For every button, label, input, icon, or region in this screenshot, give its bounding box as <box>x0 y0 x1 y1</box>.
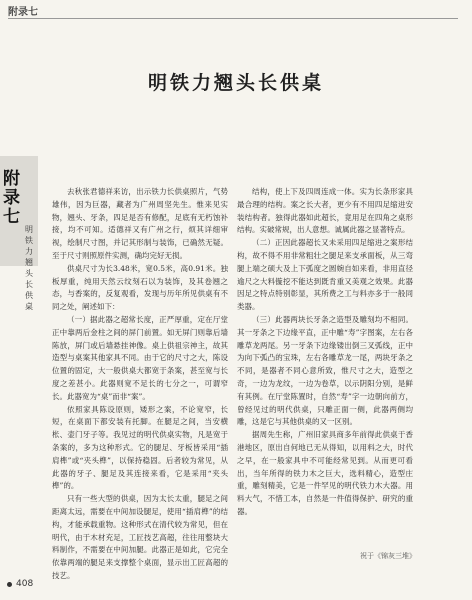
chapter-title: 明铁力翘头长供桌 <box>147 72 324 94</box>
paragraph: 去秋张君德祥来访，出示铁力长供桌照片，气势雄伟，因为巨器，藏者为广州周坚先生。惟来见实物，翘头、牙条，四足是否有修配，足底有无朽蚀补接，均不可知。适德祥又有广州之行，烦其详细审视，绘制尺寸图，并记其形制与装饰，已确然无疑。至于尺寸则照原件实测，确均完好无损。 <box>52 187 228 260</box>
paragraph: （三）此器两块长牙条之造型及雕刻均不相同。其一牙条之下边缘平直，正中雕“寿”字图案，左右各雕草龙两尾。另一牙条下边缘镂出倒三叉弧线，正中为向下弧凸的宝珠，左右各雕草龙一尾，两块牙条之不同，是器者不同心意所致，惟尺寸之大，造型之奇，一边为龙纹，一边为卷草，以示阴阳分别，是鲜有其例。在厅堂陈置时，自然“寿”字一边朝向前方，曾经见过的明代供桌，只雕正面一侧，此器两侧均雕，这是它与其他供桌的又一区别。 <box>237 314 413 427</box>
paragraph: 据周先生称，广州旧家具商多年前得此供桌于香港地区，原出自何地已无从得知，以用料之大，时代之早，在一般家具中不可能经常见到。从而更可看出，当年所得的铁力木之巨大，选料精心，造型庄重，雕刻精美，它是一件罕见的明代铁力木大器。用料大气，不惜工本，自然是一件值得保护、研究的重器。 <box>237 430 413 516</box>
header-rule <box>8 18 458 19</box>
paragraph: 依照家具陈设原则，矮形之案，不论宽窄，长短，在桌面下都安装有托脚。在腿足之间，当安横枨、壶门牙子等。我见过的明代供桌实物，凡是宽于条案的，多为这种形式。它的腿足、牙板皆采用“插肩榫”或“夹头榫”，以保持稳固。后者较为常见，从此器的牙子、腿足及其连接来看，它是采用“夹头榫”的。 <box>52 404 228 491</box>
source-caption: 祝于《锦灰三堆》 <box>360 552 416 560</box>
paragraph: （一）据此器之超常长度，正严厚重，定在厅堂正中靠两后金柱之间的屏门前置。如无屏门则靠后墙陈放，屏门或后墙悬挂神像。桌上供祖宗神主，故其造型与桌案其他家具不同。由于它的尺寸之大，陈设位置的固定，大一般供桌大都宽于条案，甚至宽与长度之差甚小。此器则宽不足长的七分之一，可谓窄长。此器宽为“桌”而非“案”。 <box>52 314 228 401</box>
running-header: 附录七 <box>8 7 38 18</box>
paragraph: 只有一些大型的供桌，因为太长太重，腿足之间距离太远，需要在中间加设腿足，使用“插肩榫”的结构，才能承载重物。这种形式在清代较为常见，但在明代，由于木材充足，工匠技艺高超，往往用整块大料制作，不需要在中间加腿。此器正是如此，它完全依靠两端的腿足来支撑整个桌面，显示出工匠高超的技艺。 <box>52 494 228 580</box>
text-column-right <box>237 186 413 574</box>
side-tab-appendix: 附录七 <box>3 169 20 227</box>
page-number: 408 <box>16 579 34 589</box>
side-tab-title: 明铁力翘头长供桌 <box>25 225 33 311</box>
paragraph: 供桌尺寸为长3.48米，宽0.5米，高0.91米。独板厚重，纯用天然云纹刻石以为装饰，及其卷翘之态，与香案的，反复观看，发现与历年所见供桌有不同之处，阐述如下： <box>52 263 228 312</box>
paragraph: （二）正因此器超长又未采用四足缩进之案形结构，故不得不用非常粗壮之腿足来支承面板，从三弯腿上端之硕大及上下弧度之圆婉自如来看，非用直径逾尺之大料镟挖不能达到既肯重又美观之效果。此器因足之特点特别彰显，其所费之工与料亦多于一般同类器。 <box>237 238 413 312</box>
page-bullet-icon <box>7 582 12 587</box>
paragraph: 结构，使上下及四周连成一体。实为长条形家具最合理的结构。案之长大者，更少有不用四足缩进安装结构者。独得此器如此超长，竟用足在四角之桌形结构。实破常规，出人意想。诚属此器之显著特点。 <box>237 187 413 235</box>
text-column-left <box>52 186 228 580</box>
